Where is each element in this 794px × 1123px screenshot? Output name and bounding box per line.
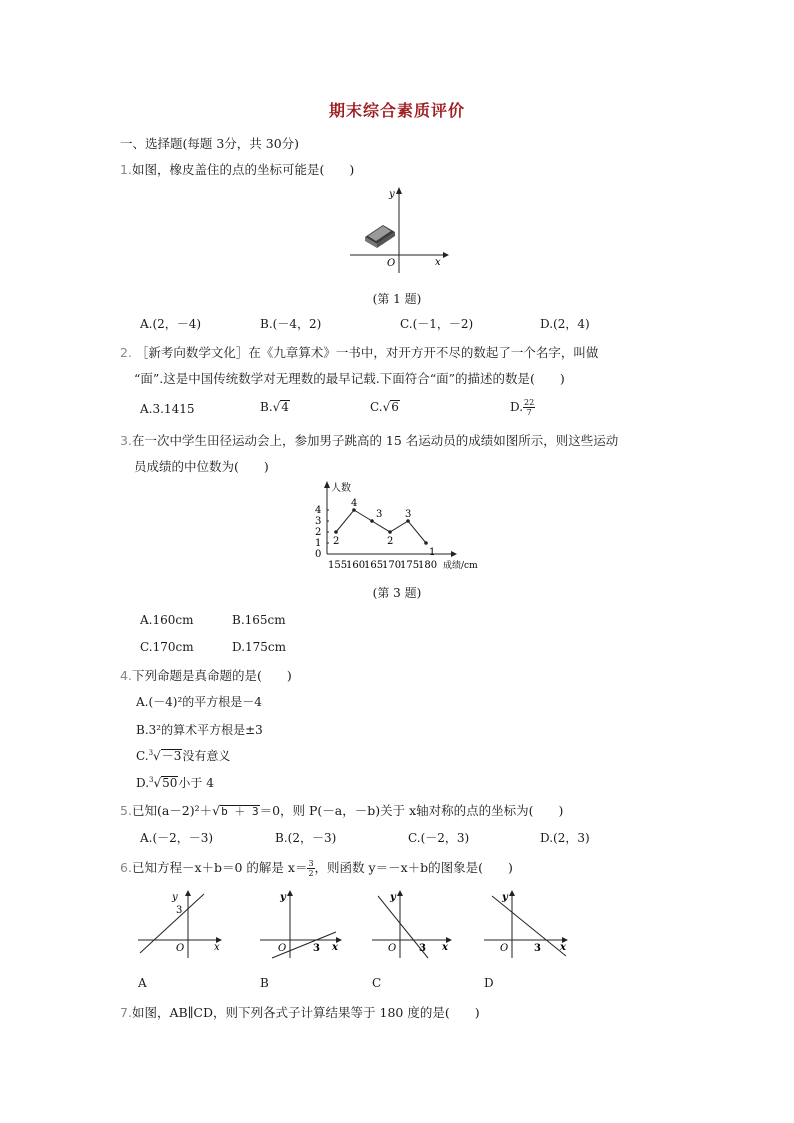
option-b: B.(2，－3) [275, 831, 337, 845]
option-a: A.(－2，－3) [140, 831, 214, 845]
svg-text:O: O [388, 943, 397, 954]
svg-text:x: x [560, 942, 566, 953]
question-7 [120, 1003, 480, 1021]
option-b: B.165cm [232, 613, 286, 627]
q1-figure [345, 185, 450, 275]
data-label: 1 [429, 547, 436, 558]
svg-text:y: y [502, 892, 508, 903]
y-axis-label: y [389, 189, 395, 200]
option-c: C.(－2，3) [408, 831, 470, 845]
question-4 [120, 666, 292, 684]
graph-d [482, 888, 572, 960]
graph-a [136, 888, 226, 960]
x-tick-label: 170 [382, 560, 402, 571]
option-d: D.(2，3) [540, 831, 590, 845]
data-point [370, 519, 374, 523]
svg-text:O: O [278, 943, 287, 954]
option-b: B.(－4，2) [260, 317, 322, 331]
figure-caption: (第 1 题) [372, 292, 422, 306]
origin-label: O [387, 258, 396, 269]
option-a: A.3.1415 [140, 402, 195, 416]
svg-text:O: O [176, 943, 185, 954]
svg-text:x: x [332, 942, 338, 953]
option-c: C.170cm [140, 640, 194, 654]
figure-caption: (第 3 题) [372, 586, 422, 600]
option-d: D.$^3$√50小于 4 [136, 776, 214, 790]
svg-text:3: 3 [534, 943, 541, 954]
question-number: 3. [120, 433, 132, 448]
data-label: 4 [351, 498, 358, 509]
x-axis-arrow [443, 252, 449, 258]
y-tick-label: 0 [315, 549, 322, 560]
y-tick-label: 1 [315, 538, 322, 549]
question-number: 6. [120, 860, 132, 875]
svg-text:3: 3 [419, 943, 426, 954]
svg-text:y: y [280, 892, 286, 903]
question-number: 2. [120, 345, 132, 360]
x-tick-label: 155 [328, 560, 348, 571]
question-3 [120, 431, 618, 449]
option-c: C.(－1，－2) [400, 317, 474, 331]
svg-text:3: 3 [313, 943, 320, 954]
svg-text:O: O [500, 943, 509, 954]
option-d: D.(2，4) [540, 317, 590, 331]
data-label: 3 [405, 509, 412, 520]
data-label: 2 [333, 536, 340, 547]
option-d: D.175cm [232, 640, 287, 654]
svg-text:y: y [390, 892, 396, 903]
y-axis-arrow [324, 481, 330, 488]
data-point [424, 541, 428, 545]
data-point [388, 530, 392, 534]
graph-label-d: D [484, 976, 494, 990]
question-text: 如图，AB∥CD，则下列各式子计算结果等于 180 度的是( ) [131, 1005, 480, 1020]
svg-text:x: x [214, 942, 220, 953]
question-text: 如图，橡皮盖住的点的坐标可能是( ) [131, 162, 355, 177]
option-a: A.160cm [140, 613, 194, 627]
q3-line-chart [305, 478, 485, 573]
question-number: 5. [120, 803, 132, 818]
question-text: 下列命题是真命题的是( ) [131, 668, 292, 683]
y-tick-label: 3 [315, 516, 322, 527]
x-tick-label: 180 [418, 560, 438, 571]
section-heading: 一、选择题(每题 3分，共 30分) [120, 136, 300, 151]
question-text: 在一次中学生田径运动会上，参加男子跳高的 15 名运动员的成绩如图所示，则这些运动 [131, 433, 619, 448]
question-2 [120, 343, 598, 361]
question-text-line2: “面”.这是中国传统数学对无理数的最早记载.下面符合“面”的描述的数是( ) [134, 371, 565, 386]
option-c: C.$^3$√－3没有意义 [136, 749, 231, 763]
graph-label-b: B [260, 976, 269, 990]
y-axis-label: 人数 [331, 483, 351, 494]
graph-label-a: A [138, 976, 147, 990]
page-title: 期末综合素质评价 [328, 101, 465, 120]
graph-c [370, 888, 460, 960]
question-6: 6.已知方程－x＋b＝0 的解是 x＝ $\frac{3}{2}$ ，则函数 y＝－x＋b的图象是( ) [120, 859, 513, 878]
y-tick-label: 4 [315, 505, 322, 516]
question-number: 1. [120, 162, 132, 177]
svg-text:3: 3 [176, 905, 183, 916]
option-d: D. $\frac{22}{7}$ [510, 398, 535, 417]
graph-label-c: C [372, 976, 382, 990]
eraser-icon [365, 225, 395, 248]
x-axis-label: 成绩/cm [443, 561, 478, 571]
svg-text:y: y [172, 892, 178, 903]
y-tick-label: 2 [315, 527, 322, 538]
svg-text:x: x [442, 942, 448, 953]
graph-b [258, 888, 348, 960]
x-axis-arrow [451, 551, 457, 557]
x-axis-label: x [435, 257, 441, 268]
question-number: 4. [120, 668, 132, 683]
option-b: B.3²的算术平方根是±3 [136, 723, 263, 737]
x-tick-label: 175 [400, 560, 420, 571]
question-number: 7. [120, 1005, 132, 1020]
option-b: B.√4 [260, 400, 289, 414]
data-label: 3 [376, 509, 383, 520]
option-a: A.(2，－4) [140, 317, 202, 331]
x-tick-label: 160 [346, 560, 366, 571]
question-text: ［新考向数学文化］在《九章算术》一书中，对开方开不尽的数起了一个名字，叫做 [135, 345, 599, 360]
x-tick-label: 165 [364, 560, 384, 571]
question-1 [120, 160, 354, 178]
option-a: A.(－4)²的平方根是－4 [136, 695, 262, 709]
question-text-line2: 员成绩的中位数为( ) [134, 459, 269, 474]
y-axis-arrow [396, 187, 402, 194]
question-5: 5.已知(a－2)²＋√b ＋ 3＝0，则 P(－a，－b)关于 x轴对称的点的坐标为( ) [120, 803, 564, 818]
option-c: C.√6 [370, 400, 399, 414]
data-label: 2 [387, 536, 394, 547]
data-point [334, 530, 338, 534]
